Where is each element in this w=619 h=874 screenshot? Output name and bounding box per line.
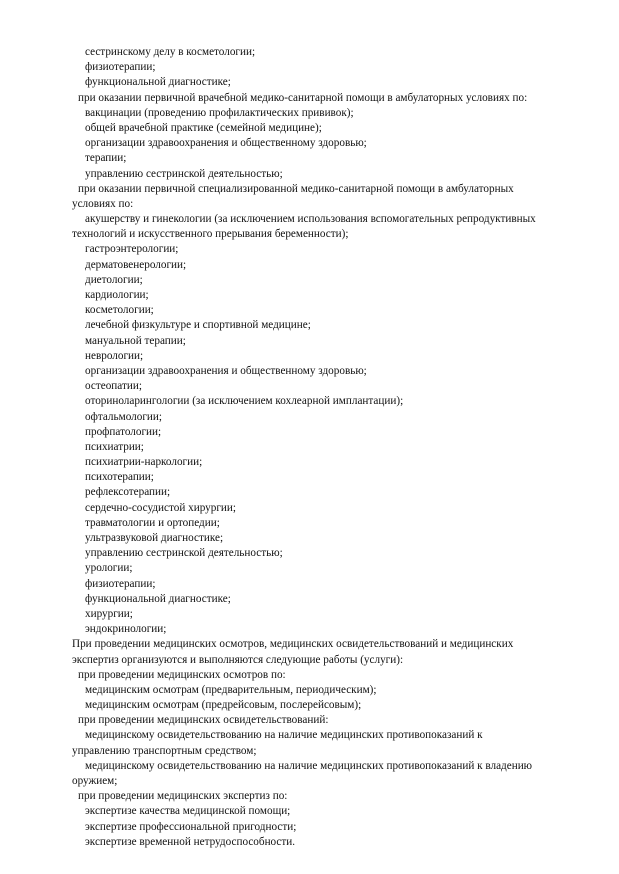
list-item: управлению сестринской деятельностью; [85, 547, 283, 560]
list-item: рефлексотерапии; [85, 486, 171, 499]
list-item: оториноларингологии (за исключением кохлеарной имплантации); [85, 395, 404, 408]
paragraph-line: экспертиз организуются и выполняются следующие работы (услуги): [72, 653, 404, 666]
list-item: хирургии; [85, 607, 133, 620]
list-item: медицинскому освидетельствованию на наличие медицинских противопоказаний к [85, 729, 483, 742]
list-item: офтальмологии; [85, 410, 162, 423]
list-item: эндокринологии; [85, 623, 167, 636]
paragraph-line: оружием; [72, 775, 118, 787]
list-item: терапии; [85, 152, 127, 165]
list-item: дерматовенерологии; [85, 258, 187, 271]
list-item: неврологии; [85, 349, 144, 362]
list-item: психиатрии; [85, 440, 144, 453]
list-item: медицинскому освидетельствованию на наличие медицинских противопоказаний к владению [85, 759, 533, 772]
list-item: экспертизе профессиональной пригодности; [85, 820, 297, 833]
paragraph-line: условиях по: [72, 197, 134, 210]
list-item: психиатрии-наркологии; [85, 456, 203, 469]
list-item: лечебной физкультуре и спортивной медицине; [85, 319, 311, 332]
list-item: диетологии; [85, 273, 143, 286]
list-item: кардиологии; [85, 289, 149, 301]
list-item: урологии; [85, 562, 133, 575]
section-heading-line: при проведении медицинских экспертиз по: [78, 790, 288, 803]
paragraph-line: При проведении медицинских осмотров, медицинских освидетельствований и медицинских [72, 638, 514, 651]
list-item: ультразвуковой диагностике; [85, 532, 224, 544]
list-item: гастроэнтерологии; [85, 243, 179, 256]
document-body [72, 45, 592, 850]
list-item: акушерству и гинекологии (за исключением использования вспомогательных репродуктивных [85, 213, 536, 226]
list-item: общей врачебной практике (семейной медицине); [85, 121, 322, 134]
section-heading-line: при оказании первичной врачебной медико-санитарной помощи в амбулаторных условиях по: [78, 91, 528, 104]
section-heading-line: при проведении медицинских освидетельствований: [78, 714, 329, 727]
list-item: остеопатии; [85, 380, 142, 393]
list-item: медицинским осмотрам (предварительным, периодическим); [85, 683, 377, 696]
section-heading-line: при проведении медицинских осмотров по: [78, 668, 286, 681]
list-item: мануальной терапии; [85, 334, 186, 347]
paragraph-line: управлению транспортным средством; [72, 744, 257, 757]
list-item: экспертизе качества медицинской помощи; [85, 805, 291, 818]
list-item: физиотерапии; [85, 577, 156, 590]
paragraph-line: технологий и искусственного прерывания беременности); [72, 228, 349, 241]
list-item: управлению сестринской деятельностью; [85, 167, 283, 180]
list-item: профпатологии; [85, 425, 162, 438]
list-item: функциональной диагностике; [85, 592, 231, 605]
list-item: сестринскому делу в косметологии; [85, 46, 256, 58]
list-item: вакцинации (проведению профилактических прививок); [85, 106, 354, 119]
list-item: медицинским осмотрам (предрейсовым, послерейсовым); [85, 699, 362, 712]
list-item: травматологии и ортопедии; [85, 516, 220, 529]
list-item: психотерапии; [85, 471, 154, 484]
list-item: организации здравоохранения и общественному здоровью; [85, 364, 367, 377]
list-item: физиотерапии; [85, 61, 156, 74]
list-item: косметологии; [85, 304, 154, 317]
list-item: экспертизе временной нетрудоспособности. [85, 835, 296, 848]
list-item: сердечно-сосудистой хирургии; [85, 501, 237, 514]
list-item: функциональной диагностике; [85, 76, 231, 89]
list-item: организации здравоохранения и общественному здоровью; [85, 137, 367, 150]
section-heading-line: при оказании первичной специализированной медико-санитарной помощи в амбулаторных [78, 182, 514, 195]
